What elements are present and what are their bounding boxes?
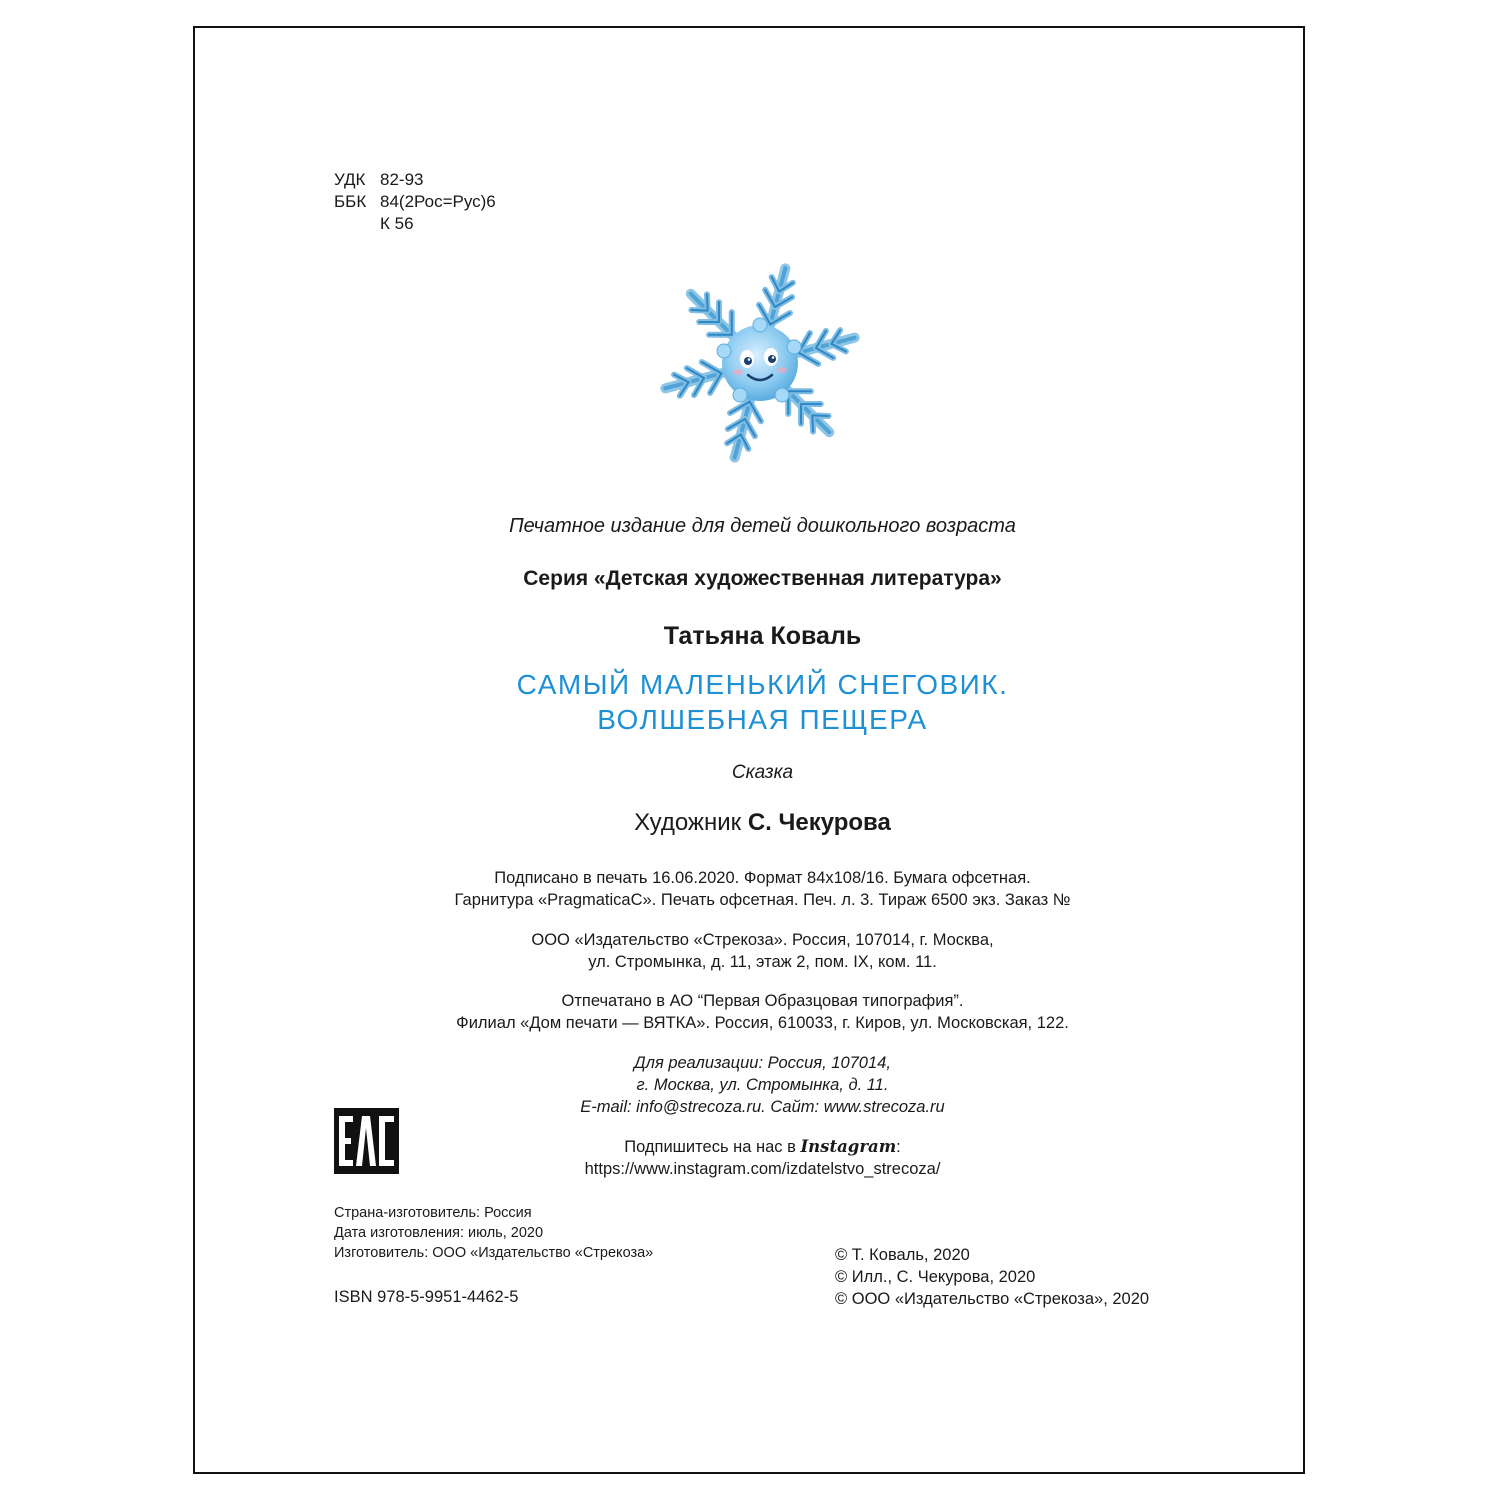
book-title-line-2: ВОЛШЕБНАЯ ПЕЩЕРА bbox=[597, 704, 928, 735]
print-info-line: Гарнитура «PragmaticaC». Печать офсетная. Печ. л. 3. Тираж 6500 экз. Заказ № bbox=[454, 891, 1071, 909]
manufacturing-line: Страна-изготовитель: Россия bbox=[334, 1205, 532, 1221]
udk-label: УДК bbox=[334, 170, 366, 189]
artist-name: С. Чекурова bbox=[747, 809, 891, 836]
copyright-line: © Илл., С. Чекурова, 2020 bbox=[835, 1268, 1036, 1286]
instagram-url[interactable]: https://www.instagram.com/izdatelstvo_strecoza/ bbox=[584, 1160, 941, 1178]
copyright-block bbox=[835, 1244, 1149, 1310]
print-info bbox=[300, 867, 1225, 911]
publisher-line: ул. Стромынка, д. 11, этаж 2, пом. IX, ком. 11. bbox=[588, 953, 937, 971]
distribution-line: г. Москва, ул. Стромынка, д. 11. bbox=[636, 1076, 889, 1094]
book-title bbox=[300, 667, 1225, 737]
udk-value: 82-93 bbox=[380, 170, 424, 189]
social-prefix: Подпишитесь на нас в bbox=[624, 1138, 801, 1156]
social-prompt bbox=[300, 1136, 1225, 1158]
bbk-label: ББК bbox=[334, 192, 367, 211]
manufacturing-line: Изготовитель: ООО «Издательство «Стрекоза» bbox=[334, 1245, 654, 1261]
isbn: ISBN 978-5-9951-4462-5 bbox=[334, 1288, 519, 1306]
social-info bbox=[300, 1136, 1225, 1180]
publisher-line: ООО «Издательство «Стрекоза». Россия, 107014, г. Москва, bbox=[531, 931, 994, 949]
contact-line[interactable]: E-mail: info@strecoza.ru. Сайт: www.strecoza.ru bbox=[580, 1098, 945, 1116]
author-mark: К 56 bbox=[380, 214, 414, 233]
book-title-line-1: САМЫЙ МАЛЕНЬКИЙ СНЕГОВИК. bbox=[516, 669, 1009, 700]
manufacturing-info bbox=[334, 1203, 653, 1263]
bbk-row bbox=[334, 191, 496, 213]
publisher-info bbox=[300, 929, 1225, 973]
eac-certification-icon bbox=[334, 1108, 399, 1174]
printer-line: Отпечатано в АО “Первая Образцовая типография”. bbox=[561, 992, 964, 1010]
artist-label: Художник bbox=[634, 809, 742, 836]
social-suffix: : bbox=[896, 1138, 901, 1156]
bbk-value: 84(2Рос=Рус)6 bbox=[380, 192, 496, 211]
manufacturing-line: Дата изготовления: июль, 2020 bbox=[334, 1225, 544, 1241]
printer-info bbox=[300, 990, 1225, 1034]
classification-block bbox=[334, 169, 496, 235]
artist-credit bbox=[300, 809, 1225, 837]
copyright-line: © ООО «Издательство «Стрекоза», 2020 bbox=[835, 1290, 1150, 1308]
distribution-line: Для реализации: Россия, 107014, bbox=[634, 1054, 891, 1072]
instagram-wordmark: Instagram bbox=[800, 1137, 897, 1156]
author-name: Татьяна Коваль bbox=[663, 622, 862, 650]
series-title: Серия «Детская художественная литература» bbox=[523, 567, 1002, 590]
genre-label: Сказка bbox=[731, 762, 794, 783]
distribution-info bbox=[300, 1052, 1225, 1118]
copyright-line: © Т. Коваль, 2020 bbox=[835, 1246, 970, 1264]
printer-line: Филиал «Дом печати — ВЯТКА». Россия, 610033, г. Киров, ул. Московская, 122. bbox=[456, 1014, 1069, 1032]
audience-note: Печатное издание для детей дошкольного возраста bbox=[509, 515, 1016, 537]
snowflake-character-icon bbox=[652, 258, 868, 468]
udk-row bbox=[334, 169, 496, 191]
print-info-line: Подписано в печать 16.06.2020. Формат 84х108/16. Бумага офсетная. bbox=[494, 869, 1031, 887]
